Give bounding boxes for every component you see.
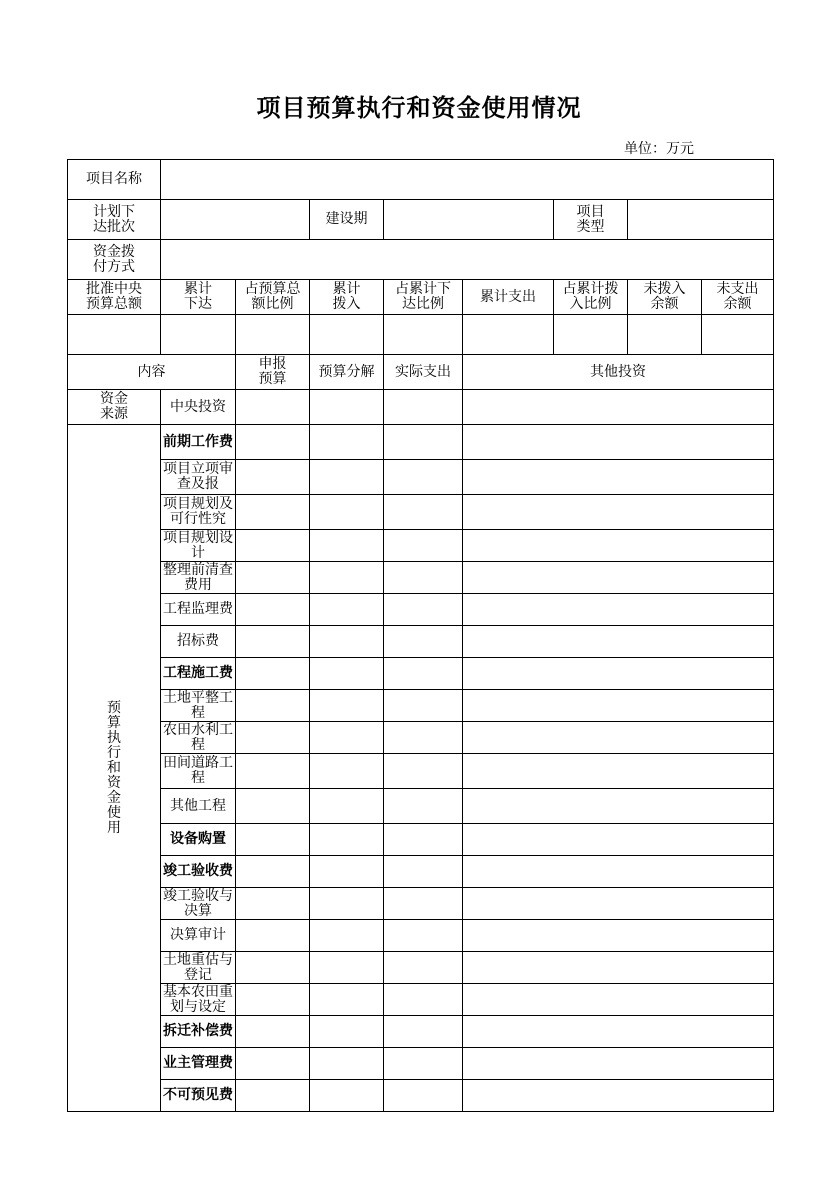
declared-budget-cell[interactable]	[236, 789, 310, 824]
other-investment-cell[interactable]	[463, 1080, 774, 1112]
summary-header-row	[68, 280, 774, 315]
budget-execution-side-label: 预 算 执 行 和 资 金 使 用	[68, 425, 161, 1112]
other-investment-cell[interactable]	[463, 530, 774, 562]
actual-expense-cell[interactable]	[384, 530, 463, 562]
summary-value-3[interactable]	[310, 315, 384, 355]
summary-value-row	[68, 315, 774, 355]
budget-item-label: 工程监理费	[161, 594, 236, 626]
declared-budget-cell[interactable]	[236, 1016, 310, 1048]
budget-breakdown-header: 预算分解	[310, 355, 384, 390]
actual-expense-cell[interactable]	[384, 495, 463, 530]
budget-item-label: 设备购置	[161, 824, 236, 856]
other-investment-cell[interactable]	[463, 789, 774, 824]
budget-item-label: 项目立项审查及报	[161, 460, 236, 495]
other-investment-cell[interactable]	[463, 690, 774, 722]
other-investment-cell[interactable]	[463, 952, 774, 984]
budget-item-row	[68, 460, 774, 495]
summary-header-2: 占预算总 额比例	[236, 280, 310, 315]
other-investment-cell[interactable]	[463, 562, 774, 594]
budget-item-label: 招标费	[161, 626, 236, 658]
budget-item-label: 拆迁补偿费	[161, 1016, 236, 1048]
budget-item-row	[68, 1080, 774, 1112]
budget-item-row	[68, 425, 774, 460]
budget-item-label: 竣工验收与决算	[161, 888, 236, 920]
budget-breakdown-cell[interactable]	[310, 562, 384, 594]
budget-item-row	[68, 562, 774, 594]
fund-method-label: 资金拨 付方式	[68, 240, 161, 280]
declared-budget-cell[interactable]	[236, 1080, 310, 1112]
summary-value-2[interactable]	[236, 315, 310, 355]
other-investment-cell[interactable]	[463, 824, 774, 856]
budget-item-label: 基本农田重划与设定	[161, 984, 236, 1016]
declared-budget-cell[interactable]	[236, 984, 310, 1016]
summary-header-0: 批准中央 预算总额	[68, 280, 161, 315]
fund-method-field[interactable]	[161, 240, 774, 280]
summary-value-5[interactable]	[463, 315, 554, 355]
summary-value-4[interactable]	[384, 315, 463, 355]
other-investment-cell[interactable]	[463, 888, 774, 920]
actual-expense-cell[interactable]	[384, 425, 463, 460]
page-title: 项目预算执行和资金使用情况	[256, 93, 582, 122]
budget-breakdown-cell[interactable]	[310, 789, 384, 824]
actual-expense-cell[interactable]	[384, 722, 463, 754]
other-investment-cell[interactable]	[463, 920, 774, 952]
budget-item-row	[68, 1048, 774, 1080]
declared-budget-header: 申报 预算	[236, 355, 310, 390]
row-fund-method	[68, 240, 774, 280]
budget-item-row	[68, 920, 774, 952]
budget-item-row	[68, 856, 774, 888]
budget-breakdown-cell[interactable]	[310, 754, 384, 789]
budget-item-label: 业主管理费	[161, 1048, 236, 1080]
budget-breakdown-cell[interactable]	[310, 658, 384, 690]
actual-expense-cell[interactable]	[384, 920, 463, 952]
budget-breakdown-cell[interactable]	[310, 390, 384, 425]
other-investment-header: 其他投资	[463, 355, 774, 390]
actual-expense-cell[interactable]	[384, 1048, 463, 1080]
budget-item-label: 决算审计	[161, 920, 236, 952]
other-investment-cell[interactable]	[463, 495, 774, 530]
plan-batch-label: 计划下 达批次	[68, 200, 161, 240]
budget-breakdown-cell[interactable]	[310, 952, 384, 984]
actual-expense-cell[interactable]	[384, 1080, 463, 1112]
declared-budget-cell[interactable]	[236, 495, 310, 530]
other-investment-cell[interactable]	[463, 658, 774, 690]
declared-budget-cell[interactable]	[236, 824, 310, 856]
declared-budget-cell[interactable]	[236, 390, 310, 425]
budget-item-row	[68, 824, 774, 856]
declared-budget-cell[interactable]	[236, 1048, 310, 1080]
other-investment-cell[interactable]	[463, 856, 774, 888]
summary-value-0[interactable]	[68, 315, 161, 355]
budget-item-label: 竣工验收费	[161, 856, 236, 888]
summary-header-8: 未支出 余额	[702, 280, 774, 315]
declared-budget-cell[interactable]	[236, 690, 310, 722]
declared-budget-cell[interactable]	[236, 888, 310, 920]
content-header: 内容	[68, 355, 236, 390]
budget-breakdown-cell[interactable]	[310, 626, 384, 658]
actual-expense-cell[interactable]	[384, 594, 463, 626]
budget-item-label: 项目规划及可行性究	[161, 495, 236, 530]
central-investment-label: 中央投资	[161, 390, 236, 425]
budget-item-label: 项目规划设计	[161, 530, 236, 562]
declared-budget-cell[interactable]	[236, 530, 310, 562]
actual-expense-cell[interactable]	[384, 888, 463, 920]
budget-item-row	[68, 722, 774, 754]
summary-value-7[interactable]	[628, 315, 702, 355]
actual-expense-cell[interactable]	[384, 984, 463, 1016]
row-project-name	[68, 160, 774, 200]
other-investment-cell[interactable]	[463, 594, 774, 626]
budget-item-label: 土地重估与登记	[161, 952, 236, 984]
unit-label: 单位：万元	[624, 141, 694, 157]
declared-budget-cell[interactable]	[236, 460, 310, 495]
build-period-label: 建设期	[310, 200, 384, 240]
budget-item-row	[68, 690, 774, 722]
budget-breakdown-cell[interactable]	[310, 1016, 384, 1048]
actual-expense-cell[interactable]	[384, 658, 463, 690]
other-investment-cell[interactable]	[463, 1016, 774, 1048]
budget-breakdown-cell[interactable]	[310, 824, 384, 856]
project-name-label: 项目名称	[68, 160, 161, 200]
actual-expense-cell[interactable]	[384, 856, 463, 888]
fund-source-label: 资金 来源	[68, 390, 161, 425]
budget-item-label: 田间道路工程	[161, 754, 236, 789]
declared-budget-cell[interactable]	[236, 425, 310, 460]
budget-item-row	[68, 888, 774, 920]
budget-breakdown-cell[interactable]	[310, 495, 384, 530]
declared-budget-cell[interactable]	[236, 658, 310, 690]
summary-header-3: 累计 拨入	[310, 280, 384, 315]
declared-budget-cell[interactable]	[236, 594, 310, 626]
summary-header-1: 累计 下达	[161, 280, 236, 315]
budget-form-table	[67, 159, 774, 1112]
actual-expense-cell[interactable]	[384, 952, 463, 984]
actual-expense-cell[interactable]	[384, 390, 463, 425]
other-investment-cell[interactable]	[463, 754, 774, 789]
summary-value-8[interactable]	[702, 315, 774, 355]
budget-breakdown-cell[interactable]	[310, 722, 384, 754]
declared-budget-cell[interactable]	[236, 626, 310, 658]
project-type-field[interactable]	[628, 200, 774, 240]
build-period-field[interactable]	[384, 200, 554, 240]
other-investment-cell[interactable]	[463, 722, 774, 754]
budget-item-label: 不可预见费	[161, 1080, 236, 1112]
plan-batch-field[interactable]	[161, 200, 310, 240]
actual-expense-cell[interactable]	[384, 754, 463, 789]
budget-item-row	[68, 1016, 774, 1048]
summary-header-7: 未拨入 余额	[628, 280, 702, 315]
budget-item-label: 工程施工费	[161, 658, 236, 690]
actual-expense-cell[interactable]	[384, 1016, 463, 1048]
budget-breakdown-cell[interactable]	[310, 460, 384, 495]
budget-breakdown-cell[interactable]	[310, 425, 384, 460]
budget-item-label: 农田水利工程	[161, 722, 236, 754]
budget-breakdown-cell[interactable]	[310, 690, 384, 722]
budget-item-label: 土地平整工程	[161, 690, 236, 722]
budget-item-row	[68, 952, 774, 984]
budget-item-label: 整理前清查费用	[161, 562, 236, 594]
declared-budget-cell[interactable]	[236, 562, 310, 594]
summary-header-4: 占累计下 达比例	[384, 280, 463, 315]
fund-source-row	[68, 390, 774, 425]
declared-budget-cell[interactable]	[236, 722, 310, 754]
actual-expense-cell[interactable]	[384, 562, 463, 594]
other-investment-cell[interactable]	[463, 425, 774, 460]
project-type-label: 项目 类型	[554, 200, 628, 240]
budget-item-row	[68, 754, 774, 789]
summary-value-1[interactable]	[161, 315, 236, 355]
actual-expense-cell[interactable]	[384, 789, 463, 824]
budget-breakdown-cell[interactable]	[310, 1080, 384, 1112]
other-investment-cell[interactable]	[463, 460, 774, 495]
budget-item-label: 其他工程	[161, 789, 236, 824]
declared-budget-cell[interactable]	[236, 920, 310, 952]
actual-expense-cell[interactable]	[384, 690, 463, 722]
other-investment-cell[interactable]	[463, 626, 774, 658]
budget-item-row	[68, 984, 774, 1016]
row-plan-batch	[68, 200, 774, 240]
project-name-field[interactable]	[161, 160, 774, 200]
budget-breakdown-cell[interactable]	[310, 594, 384, 626]
budget-breakdown-cell[interactable]	[310, 1048, 384, 1080]
budget-item-row	[68, 495, 774, 530]
budget-breakdown-cell[interactable]	[310, 984, 384, 1016]
budget-item-label: 前期工作费	[161, 425, 236, 460]
declared-budget-cell[interactable]	[236, 952, 310, 984]
other-investment-cell[interactable]	[463, 1048, 774, 1080]
declared-budget-cell[interactable]	[236, 754, 310, 789]
budget-header-row	[68, 355, 774, 390]
budget-item-row	[68, 530, 774, 562]
budget-item-row	[68, 658, 774, 690]
budget-breakdown-cell[interactable]	[310, 856, 384, 888]
budget-item-row	[68, 594, 774, 626]
actual-expense-cell[interactable]	[384, 626, 463, 658]
actual-expense-cell[interactable]	[384, 824, 463, 856]
budget-breakdown-cell[interactable]	[310, 530, 384, 562]
budget-item-row	[68, 626, 774, 658]
other-investment-cell[interactable]	[463, 390, 774, 425]
summary-value-6[interactable]	[554, 315, 628, 355]
budget-breakdown-cell[interactable]	[310, 888, 384, 920]
summary-header-5: 累计支出	[463, 280, 554, 315]
budget-item-row	[68, 789, 774, 824]
summary-header-6: 占累计拨 入比例	[554, 280, 628, 315]
actual-expense-header: 实际支出	[384, 355, 463, 390]
budget-breakdown-cell[interactable]	[310, 920, 384, 952]
other-investment-cell[interactable]	[463, 984, 774, 1016]
declared-budget-cell[interactable]	[236, 856, 310, 888]
actual-expense-cell[interactable]	[384, 460, 463, 495]
